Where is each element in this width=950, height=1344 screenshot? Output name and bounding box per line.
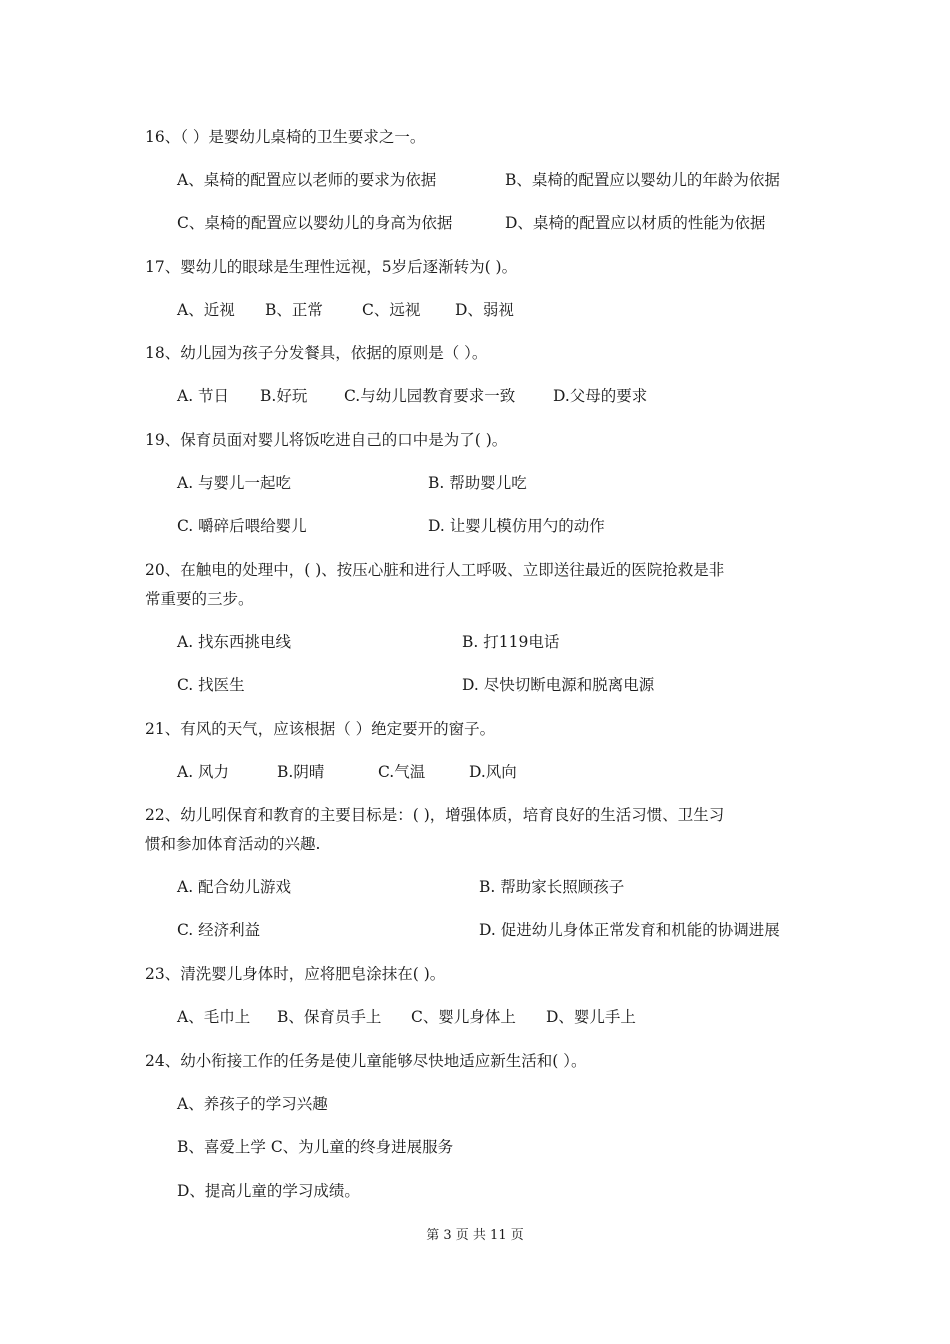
question-21-option-b: B.阴晴 <box>277 763 325 781</box>
page-number-footer: 第 3 页 共 11 页 <box>426 1228 524 1243</box>
question-17-option-b: B、正常 <box>265 301 323 319</box>
question-23-option-a: A、毛巾上 <box>177 1008 251 1026</box>
question-16-option-b: B、桌椅的配置应以婴幼儿的年龄为依据 <box>505 171 780 189</box>
question-24-option-a: A、养孩子的学习兴趣 <box>177 1095 328 1113</box>
question-21-stem: 21、有风的天气，应该根据（ ）绝定要开的窗子。 <box>145 720 496 738</box>
question-18-option-d: D.父母的要求 <box>553 387 648 405</box>
question-17-option-d: D、弱视 <box>455 301 514 319</box>
question-20-option-a: A. 找东西挑电线 <box>177 633 292 651</box>
question-19-option-d: D. 让婴儿模仿用勺的动作 <box>428 517 605 535</box>
question-20-stem-line-2: 常重要的三步。 <box>145 590 254 608</box>
question-21-option-c: C.气温 <box>378 763 426 781</box>
question-22-stem-line-2: 惯和参加体育活动的兴趣. <box>145 835 321 853</box>
question-18-option-c: C.与幼儿园教育要求一致 <box>344 387 516 405</box>
question-21-option-a: A. 风力 <box>177 763 230 781</box>
question-24-option-d: D、提高儿童的学习成绩。 <box>177 1182 360 1200</box>
question-23-stem: 23、清洗婴儿身体时，应将肥皂涂抹在( )。 <box>145 965 446 983</box>
question-18-option-b: B.好玩 <box>260 387 308 405</box>
question-19-option-a: A. 与婴儿一起吃 <box>177 474 292 492</box>
question-16-option-d: D、桌椅的配置应以材质的性能为依据 <box>505 214 766 232</box>
question-22-option-b: B. 帮助家长照顾孩子 <box>479 878 625 896</box>
question-16-option-a: A、桌椅的配置应以老师的要求为依据 <box>177 171 437 189</box>
question-22-option-a: A. 配合幼儿游戏 <box>177 878 292 896</box>
question-20-option-c: C. 找医生 <box>177 676 245 694</box>
question-19-stem: 19、保育员面对婴儿将饭吃进自己的口中是为了( )。 <box>145 431 508 449</box>
question-18-stem: 18、幼儿园为孩子分发餐具，依据的原则是（ ）。 <box>145 344 488 362</box>
question-20-option-d: D. 尽快切断电源和脱离电源 <box>462 676 655 694</box>
question-16-stem: 16、（ ）是婴幼儿桌椅的卫生要求之一。 <box>145 128 426 146</box>
question-19-option-c: C. 嚼碎后喂给婴儿 <box>177 517 307 535</box>
question-17-option-a: A、近视 <box>177 301 235 319</box>
question-17-option-c: C、远视 <box>362 301 421 319</box>
question-24-option-b-c: B、喜爱上学 C、为儿童的终身进展服务 <box>177 1138 454 1156</box>
question-23-option-b: B、保育员手上 <box>277 1008 382 1026</box>
question-23-option-c: C、婴儿身体上 <box>411 1008 516 1026</box>
question-21-option-d: D.风向 <box>469 763 517 781</box>
question-22-option-d: D. 促进幼儿身体正常发育和机能的协调进展 <box>479 921 780 939</box>
question-19-option-b: B. 帮助婴儿吃 <box>428 474 527 492</box>
question-18-option-a: A. 节日 <box>177 387 230 405</box>
question-22-option-c: C. 经济利益 <box>177 921 261 939</box>
question-17-stem: 17、婴幼儿的眼球是生理性远视，5岁后逐渐转为( )。 <box>145 258 518 276</box>
question-20-stem-line-1: 20、在触电的处理中，( )、按压心脏和进行人工呼吸、立即送往最近的医院抢救是非 <box>145 561 725 579</box>
question-24-stem: 24、幼小衔接工作的任务是使儿童能够尽快地适应新生活和( ）。 <box>145 1052 587 1070</box>
question-22-stem-line-1: 22、幼儿吲保育和教育的主要目标是：( )，增强体质，培育良好的生活习惯、卫生习 <box>145 806 725 824</box>
question-23-option-d: D、婴儿手上 <box>546 1008 636 1026</box>
question-20-option-b: B. 打119电话 <box>462 633 560 651</box>
question-16-option-c: C、桌椅的配置应以婴幼儿的身高为依据 <box>177 214 453 232</box>
